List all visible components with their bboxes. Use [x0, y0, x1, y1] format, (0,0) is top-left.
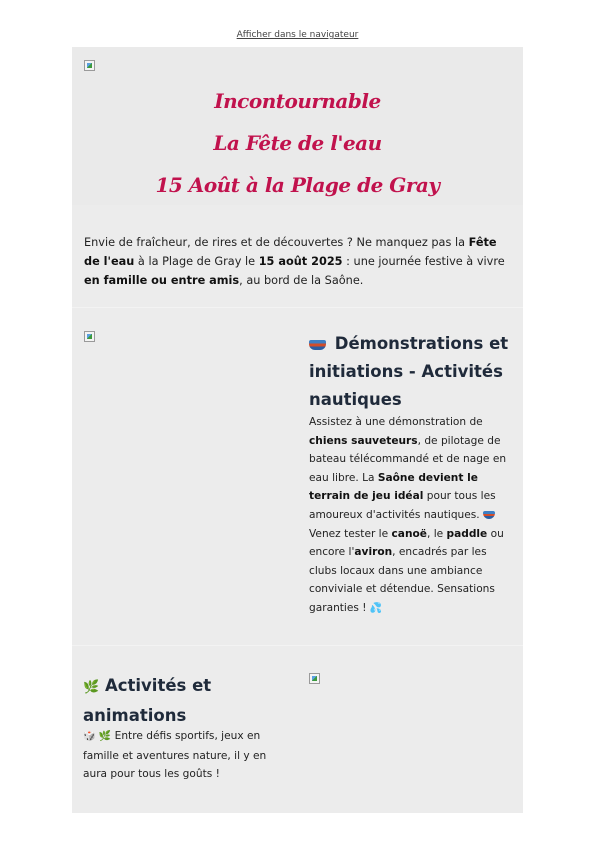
nautical-heading: Démonstrations et initiations - Activités nautiques: [309, 334, 509, 409]
view-in-browser-bar: [0, 30, 595, 40]
leaf-icon: 🌿: [83, 680, 100, 695]
title-line-3: 15 Août à la Plage de Gray: [155, 173, 440, 197]
nautical-text: Assistez à une démonstration de chiens sauveteurs, de pilotage de bateau télécommandé et de nage en eau libre. La Saône devient le terrain de jeu idéal pour tous les amoureux d'activités nautiques. Venez tester le canoë, le paddle ou encore l'aviron, encadrés par les clubs locaux dans une ambiance conviviale et détendue. Sensations garanties ! 💦: [309, 416, 507, 614]
divider: [72, 645, 523, 646]
title-line-1: Incontournable: [214, 89, 381, 113]
activities-image: [309, 673, 320, 684]
dice-icon: 🎲: [83, 731, 96, 742]
email-body: [72, 47, 523, 813]
nautical-image: [84, 331, 95, 342]
title-line-2: La Fête de l'eau: [213, 131, 382, 155]
canoe-icon: [309, 340, 326, 350]
header-image: [84, 60, 95, 71]
header-section: [72, 47, 523, 205]
intro-paragraph: Envie de fraîcheur, de rires et de découvertes ? Ne manquez pas la Fête de l'eau à la Plage de Gray le 15 août 2025 : une journée festive à vivre en famille ou entre amis, au bord de la Saône.: [84, 236, 505, 287]
divider: [72, 307, 523, 308]
canoe-icon: [483, 511, 495, 519]
activities-heading: 🌿 Activités et animations: [83, 676, 212, 725]
leaf-icon: 🌿: [98, 731, 112, 742]
water-drops-icon: 💦: [369, 602, 383, 614]
view-in-browser-link[interactable]: Afficher dans le navigateur: [236, 30, 359, 40]
activities-text: 🎲 🌿 Entre défis sportifs, jeux en famille et aventures nature, il y en aura pour tous les goûts !: [83, 730, 267, 781]
